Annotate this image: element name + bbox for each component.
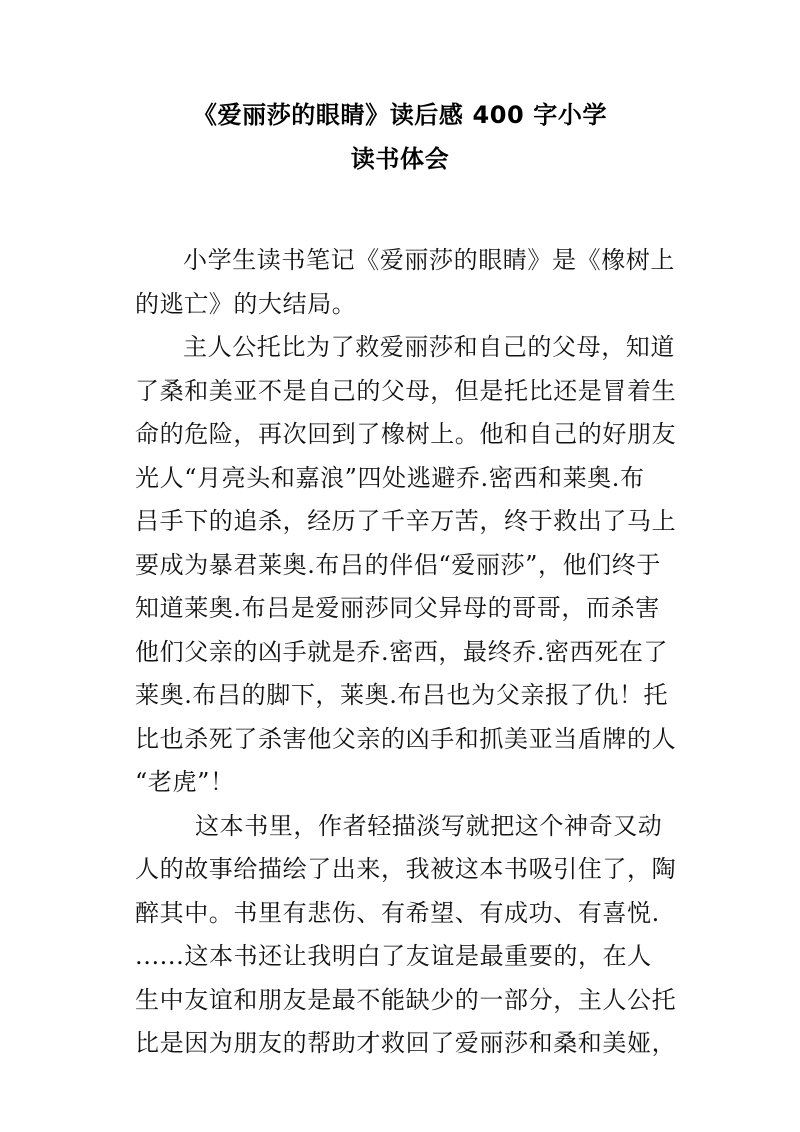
document-body: [135, 239, 695, 1066]
text-line: 比也杀死了杀害他父亲的凶手和抓美亚当盾牌的人: [135, 724, 677, 753]
document-title: [0, 94, 800, 181]
title-line-1: 《爱丽莎的眼睛》读后感 400 字小学: [192, 101, 608, 129]
text-line: “老虎”！: [135, 768, 235, 796]
text-line: 他们父亲的凶手就是乔.密西，最终乔.密西死在了: [135, 637, 669, 666]
paragraph-3: [135, 805, 695, 1066]
text-line: 了桑和美亚不是自己的父母，但是托比还是冒着生: [135, 376, 677, 405]
text-line: 命的危险，再次回到了橡树上。他和自己的好朋友: [135, 420, 677, 448]
paragraph-2: [135, 326, 695, 805]
text-line: 知道莱奥.布吕是爱丽莎同父异母的哥哥，而杀害: [135, 594, 660, 622]
text-line: 人的故事给描绘了出来，我被这本书吸引住了，陶: [135, 855, 677, 883]
text-line: 要成为暴君莱奥.布吕的伴侣“爱丽莎”，他们终于: [135, 550, 661, 579]
text-line: 生中友谊和朋友是最不能缺少的一部分，主人公托: [135, 985, 677, 1014]
title-line-2: 读书体会: [350, 144, 450, 173]
text-line: 醉其中。书里有悲伤、有希望、有成功、有喜悦.: [135, 898, 660, 927]
text-line: 比是因为朋友的帮助才救回了爱丽莎和桑和美娅，: [135, 1029, 677, 1057]
text-line: 小学生读书笔记《爱丽莎的眼睛》是《橡树上: [183, 246, 675, 274]
text-line: 这本书里，作者轻描淡写就把这个神奇又动: [195, 811, 663, 840]
paragraph-1: [135, 239, 695, 326]
text-line: 主人公托比为了救爱丽莎和自己的父母，知道: [183, 333, 675, 361]
text-line: 光人“月亮头和嘉浪”四处逃避乔.密西和莱奥.布: [135, 463, 645, 492]
text-line: ......这本书还让我明白了友谊是最重要的，在人: [135, 942, 652, 970]
text-line: 的逃亡》的大结局。: [135, 289, 357, 318]
text-line: 吕手下的追杀，经历了千辛万苦，终于救出了马上: [135, 507, 677, 535]
text-line: 莱奥.布吕的脚下，莱奥.布吕也为父亲报了仇！托: [135, 681, 669, 709]
